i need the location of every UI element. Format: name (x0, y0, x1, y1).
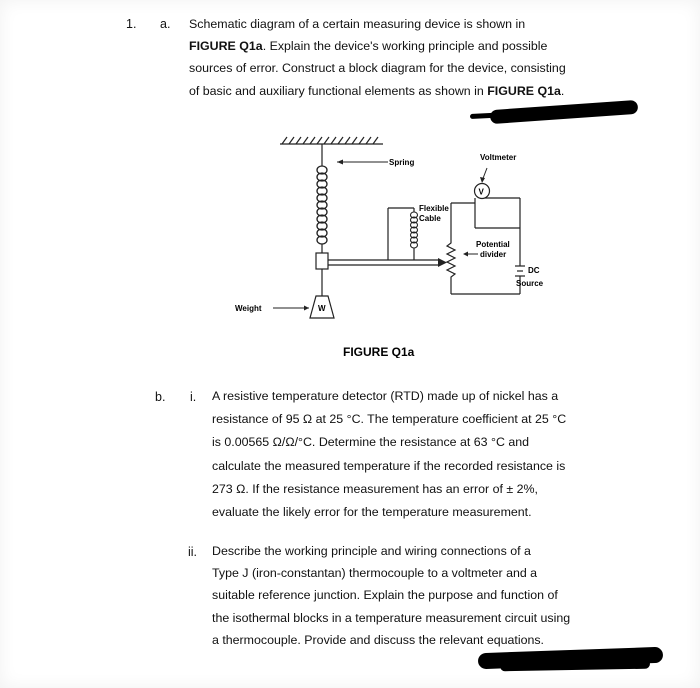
part-b-ii-line: Describe the working principle and wiring connections of a (212, 544, 531, 558)
figure-reference: FIGURE Q1a (189, 39, 263, 54)
dc-label: DC (528, 266, 540, 275)
weight-label: Weight (235, 304, 262, 313)
potential-divider-resistor (447, 235, 455, 285)
source-label: Source (516, 279, 544, 288)
rod-collar (316, 253, 328, 269)
divider-label: divider (480, 250, 507, 259)
part-b-i-text (212, 385, 577, 524)
redaction-mark-bottom-2 (500, 659, 650, 672)
flexible-cable-spring (411, 212, 418, 248)
question-number: 1. (126, 17, 137, 31)
part-b-i-line: is 0.00565 Ω/Ω/°C. Determine the resistance at 63 °C and (212, 435, 530, 450)
ceiling-support (280, 137, 383, 144)
weight-arrow (304, 306, 309, 311)
spring-label: Spring (389, 158, 415, 167)
wiper-arrow (438, 258, 447, 267)
part-b-i-line: resistance of 95 Ω at 25 °C. The temperature coefficient at 25 °C (212, 412, 567, 427)
weight-symbol: W (318, 304, 326, 313)
part-a-line: FIGURE Q1a. Explain the device's working principle and possible (189, 39, 548, 54)
part-b-label: b. (155, 390, 166, 404)
schematic-diagram (225, 128, 565, 358)
main-spring (317, 166, 327, 244)
part-b-ii-line: the isothermal blocks in a temperature measurement circuit using (212, 610, 571, 625)
part-b-ii-line: suitable reference junction. Explain the purpose and function of (212, 588, 558, 603)
flexible-label: Flexible (419, 204, 449, 213)
part-a-text (189, 13, 579, 102)
part-b-i-line: evaluate the likely error for the temperature measurement. (212, 505, 532, 520)
voltmeter-v: V (478, 187, 484, 197)
figure-reference: FIGURE Q1a (487, 83, 561, 98)
redaction-mark-top (490, 100, 639, 124)
cable-label: Cable (419, 214, 441, 223)
part-b-i-line: calculate the measured temperature if the recorded resistance is (212, 458, 566, 473)
part-a-line: sources of error. Construct a block diagram for the device, consisting (189, 61, 566, 76)
figure-caption: FIGURE Q1a (343, 345, 415, 358)
part-b-ii-line: a thermocouple. Provide and discuss the relevant equations. (212, 632, 544, 647)
divider-arrow (463, 252, 468, 257)
voltmeter-arrow (480, 177, 485, 183)
part-b-ii-text (212, 540, 577, 651)
part-a-line: of basic and auxiliary functional elements as shown in FIGURE Q1a. (189, 83, 565, 98)
voltmeter-label: Voltmeter (480, 153, 517, 162)
part-b-ii-line: Type J (iron-constantan) thermocouple to a voltmeter and a (212, 566, 538, 581)
potential-label: Potential (476, 240, 510, 249)
spring-arrow (337, 160, 343, 165)
part-a-label: a. (160, 17, 171, 31)
part-b-ii-label: ii. (188, 545, 198, 559)
part-a-line: Schematic diagram of a certain measuring device is shown in (189, 17, 526, 31)
part-b-i-label: i. (190, 390, 197, 404)
part-b-i-line: A resistive temperature detector (RTD) made up of nickel has a (212, 389, 559, 403)
part-b-i-line: 273 Ω. If the resistance measurement has an error of ± 2%, (212, 481, 538, 496)
